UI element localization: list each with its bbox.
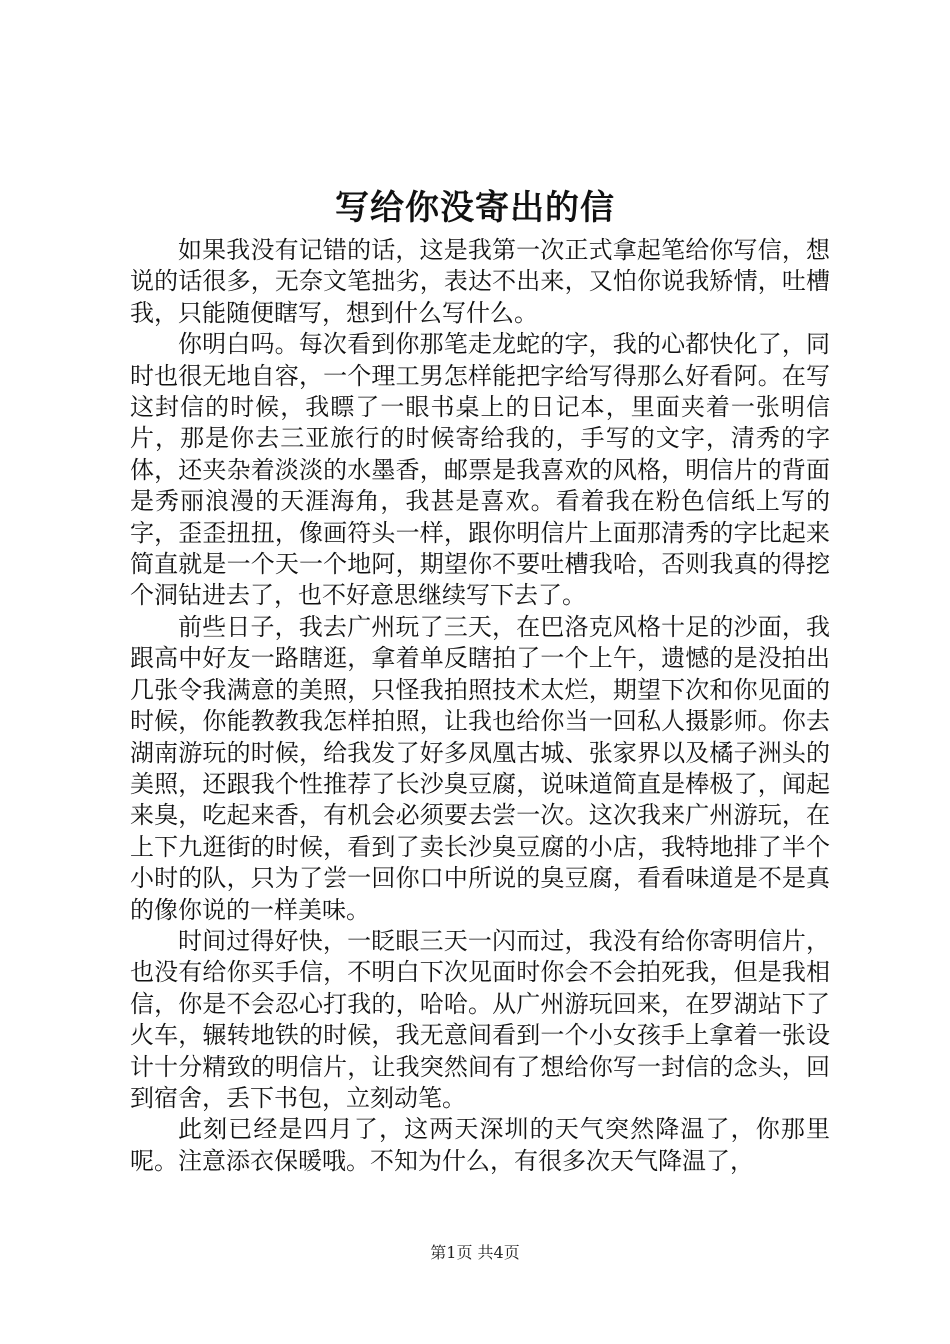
page-footer: 第1页 共4页	[430, 1243, 520, 1262]
paragraph: 你明白吗。每次看到你那笔走龙蛇的字，我的心都快化了，同时也很无地自容，一个理工男怎样能把字给写得那么好看阿。在写这封信的时候，我瞟了一眼书桌上的日记本，里面夹着一张明信片，那是你去三亚旅行的时候寄给我的，手写的文字，清秀的字体，还夹杂着淡淡的水墨香，邮票是我喜欢的风格，明信片的背面是秀丽浪漫的天涯海角，我甚是喜欢。看着我在粉色信纸上写的字，歪歪扭扭，像画符头一样，跟你明信片上面那清秀的字比起来简直就是一个天一个地阿，期望你不要吐槽我哈，否则我真的得挖个洞钻进去了，也不好意思继续写下去了。	[130, 330, 830, 610]
paragraph: 此刻已经是四月了，这两天深圳的天气突然降温了，你那里呢。注意添衣保暖哦。不知为什么，有很多次天气降温了，	[130, 1115, 830, 1175]
paragraph: 前些日子，我去广州玩了三天，在巴洛克风格十足的沙面，我跟高中好友一路瞎逛，拿着单反瞎拍了一个上午，遗憾的是没拍出几张令我满意的美照，只怪我拍照技术太烂，期望下次和你见面的时候，你能教教我怎样拍照，让我也给你当一回私人摄影师。你去湖南游玩的时候，给我发了好多凤凰古城、张家界以及橘子洲头的美照，还跟我个性推荐了长沙臭豆腐，说味道简直是棒极了，闻起来臭，吃起来香，有机会必须要去尝一次。这次我来广州游玩，在上下九逛街的时候，看到了卖长沙臭豆腐的小店，我特地排了半个小时的队，只为了尝一回你口中所说的臭豆腐，看看味道是不是真的像你说的一样美味。	[130, 612, 830, 924]
document-title: 写给你没寄出的信	[335, 188, 615, 228]
paragraph: 时间过得好快，一眨眼三天一闪而过，我没有给你寄明信片，也没有给你买手信，不明白下次见面时你会不会拍死我，但是我相信，你是不会忍心打我的，哈哈。从广州游玩回来，在罗湖站下了火车，辗转地铁的时候，我无意间看到一个小女孩手上拿着一张设计十分精致的明信片，让我突然间有了想给你写一封信的念头，回到宿舍，丢下书包，立刻动笔。	[130, 926, 830, 1112]
paragraph: 如果我没有记错的话，这是我第一次正式拿起笔给你写信，想说的话很多，无奈文笔拙劣，表达不出来，又怕你说我矫情，吐槽我，只能随便瞎写，想到什么写什么。	[130, 236, 830, 327]
document-body	[130, 235, 830, 1177]
